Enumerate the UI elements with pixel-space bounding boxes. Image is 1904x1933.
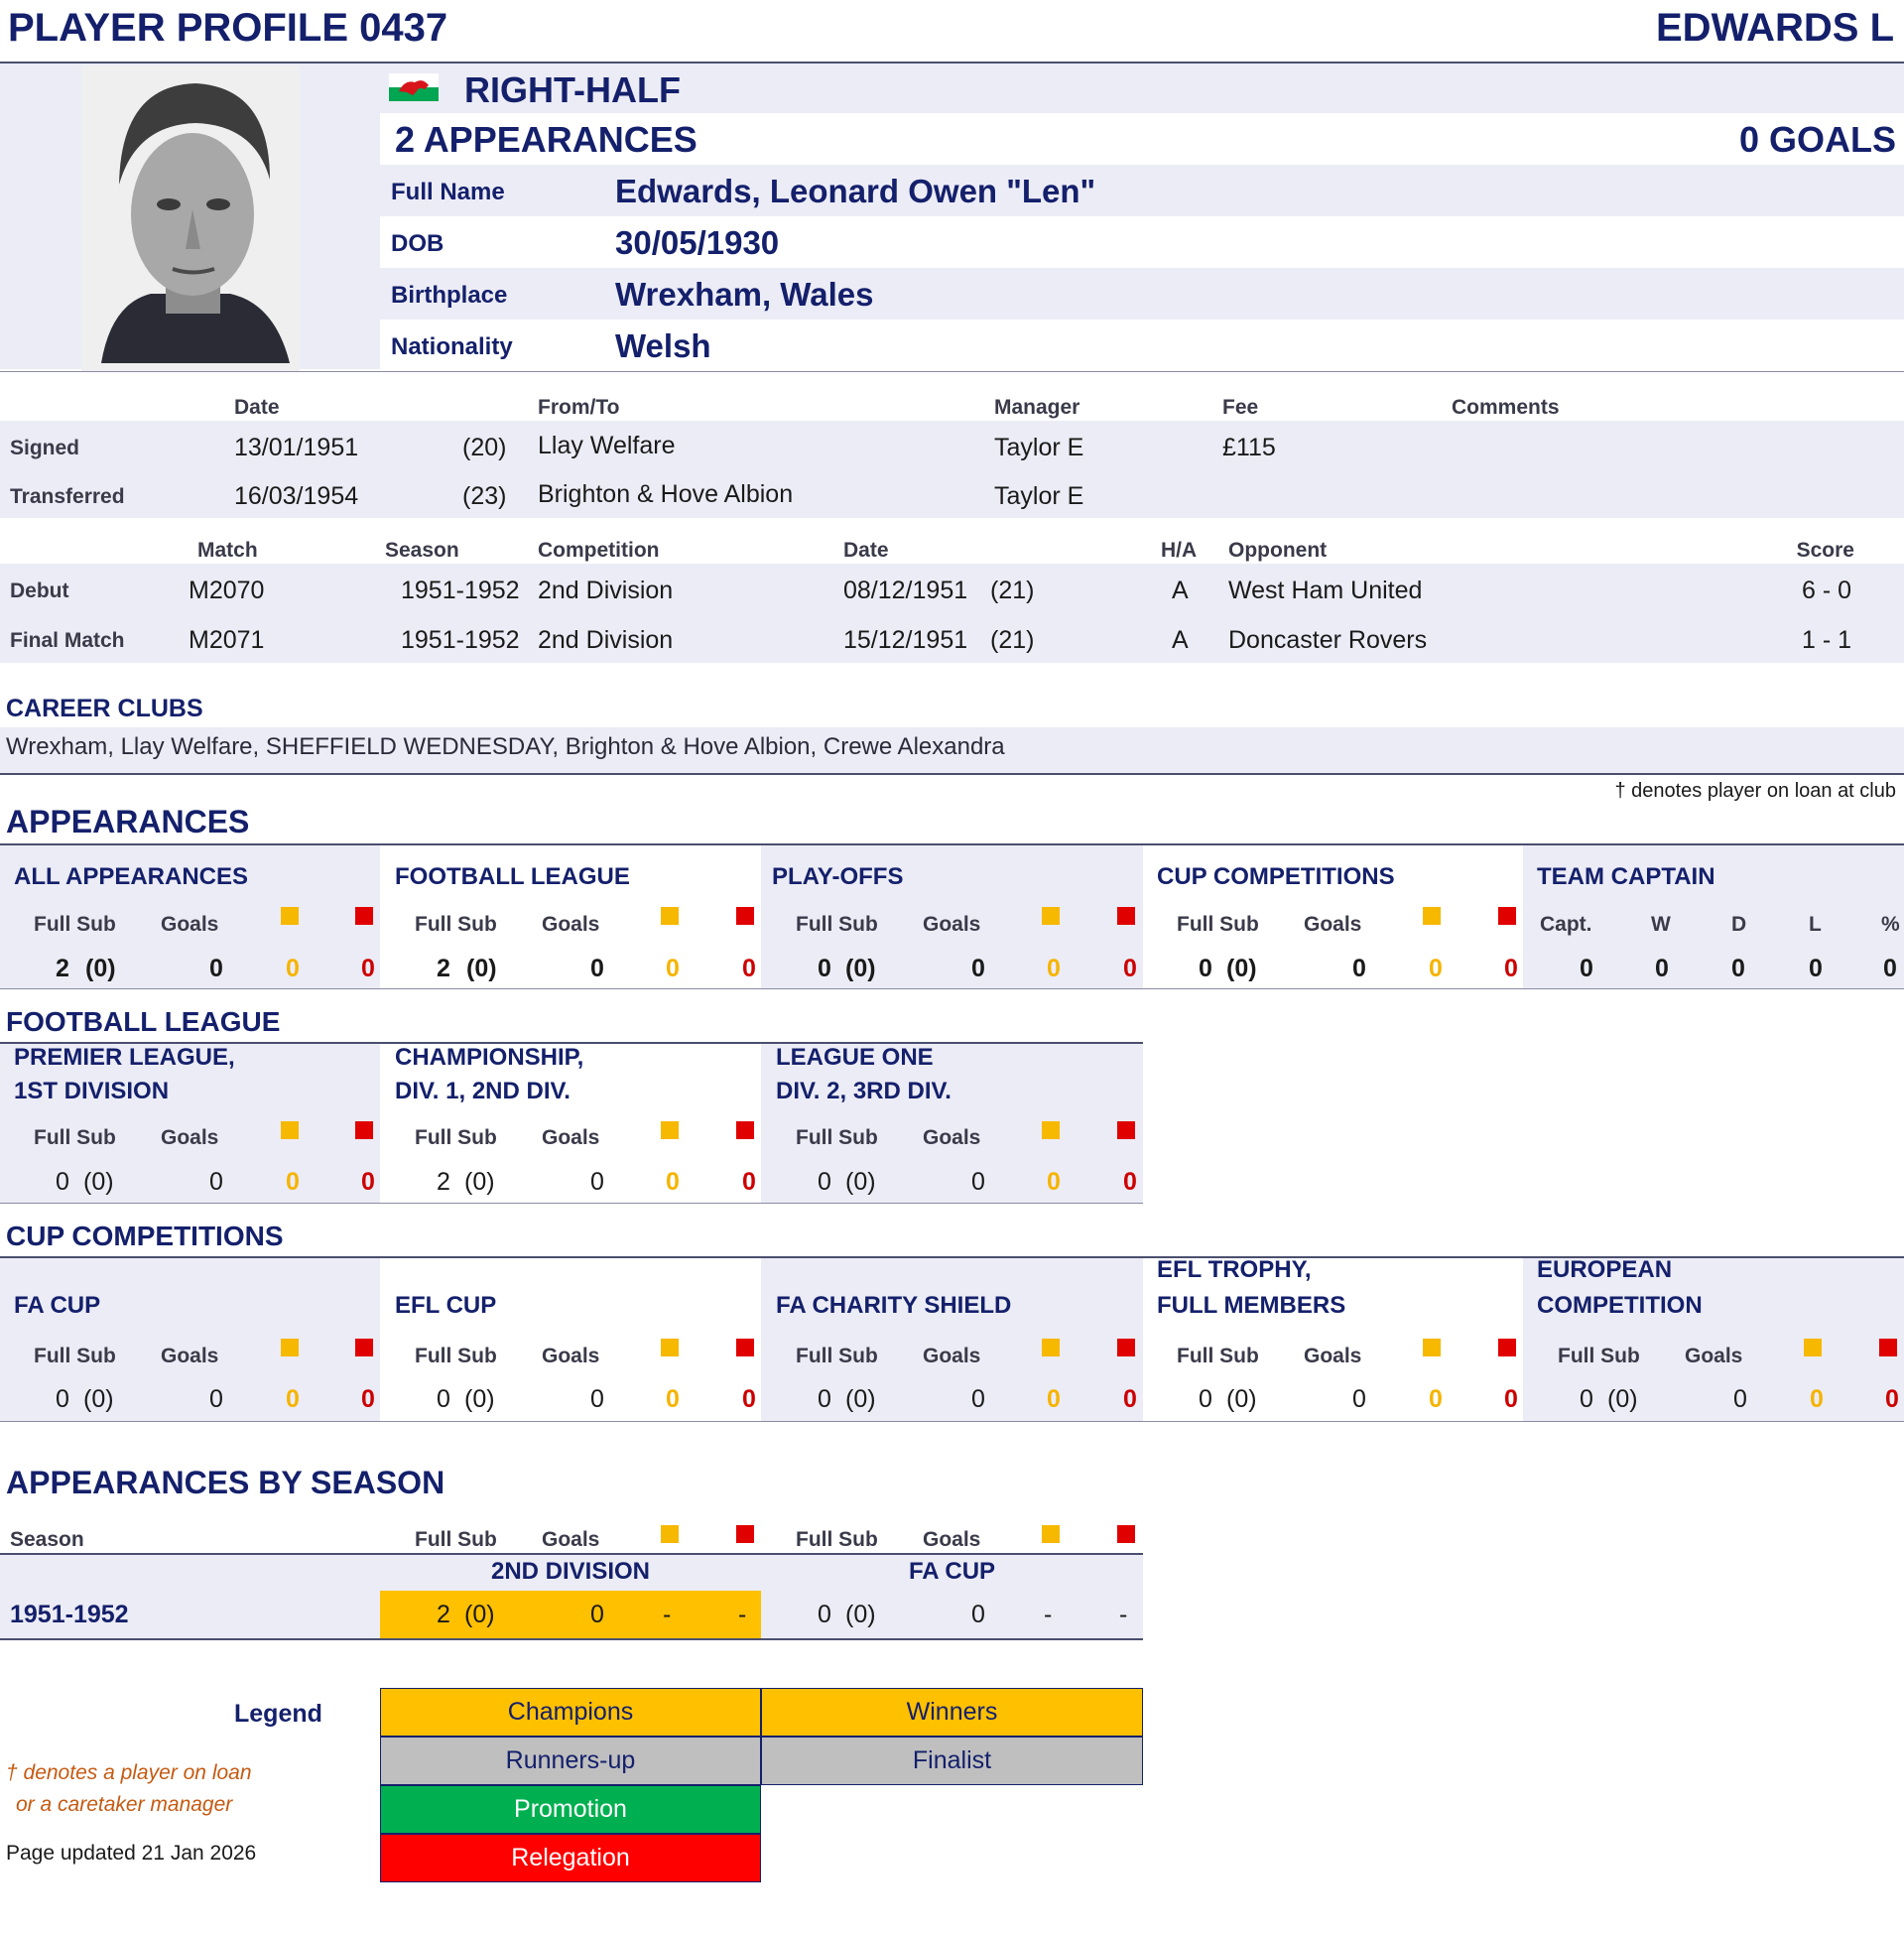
red-card-icon: [1498, 1339, 1516, 1356]
efl-cup-full: 0: [437, 1385, 450, 1413]
goals-label: Goals: [542, 1345, 600, 1367]
european-red: 0: [1885, 1385, 1899, 1413]
season-comp1-full: 2: [437, 1601, 450, 1628]
efl-cup-sub: (0): [464, 1385, 495, 1413]
cup-efl-cup-title: EFL CUP: [395, 1292, 497, 1319]
fl-full: 2: [437, 955, 450, 982]
efl-cup-red: 0: [742, 1385, 756, 1413]
row-signed-label: Signed: [10, 437, 80, 459]
season-comp1-red: -: [738, 1601, 747, 1628]
fa-cup-sub: (0): [83, 1385, 114, 1413]
fa-cup-yellow: 0: [286, 1385, 300, 1413]
charity-shield-sub: (0): [845, 1385, 876, 1413]
po-yellow: 0: [1047, 955, 1061, 982]
legend-finalist: Finalist: [761, 1737, 1143, 1785]
efl-trophy-full: 0: [1199, 1385, 1212, 1413]
european-full: 0: [1580, 1385, 1593, 1413]
fa-cup-red: 0: [361, 1385, 375, 1413]
goals-label: Goals: [161, 913, 219, 936]
signed-date: 13/01/1951: [234, 434, 359, 461]
european-goals: 0: [1733, 1385, 1747, 1413]
football-league-title: FOOTBALL LEAGUE: [6, 1006, 281, 1037]
transferred-age: (23): [462, 482, 507, 510]
final-opponent: Doncaster Rovers: [1228, 626, 1428, 654]
d-label: D: [1731, 913, 1747, 936]
col-score: Score: [1796, 539, 1854, 562]
debut-age: (21): [990, 577, 1035, 604]
legend-runners-up: Runners-up: [380, 1737, 761, 1785]
comp1-header: 2ND DIVISION: [490, 1558, 651, 1585]
goals-label: Goals: [542, 913, 600, 936]
transferred-club: Brighton & Hove Albion: [538, 480, 794, 508]
goals-label: Goals: [923, 1528, 981, 1551]
yellow-card-icon: [281, 1121, 299, 1139]
red-card-icon: [1117, 1121, 1135, 1139]
col-comments: Comments: [1452, 396, 1560, 419]
cup-european-title-1: EUROPEAN: [1537, 1256, 1673, 1283]
legend-relegation: Relegation: [380, 1834, 761, 1882]
goals-total: 0 GOALS: [1738, 119, 1896, 160]
po-red: 0: [1123, 955, 1137, 982]
label-birthplace: Birthplace: [391, 282, 508, 309]
w-value: 0: [1655, 955, 1669, 982]
final-date: 15/12/1951: [843, 626, 968, 654]
appearances-total: 2 APPEARANCES: [395, 119, 698, 160]
pct-value: 0: [1883, 955, 1897, 982]
season-comp1-goals: 0: [590, 1601, 604, 1628]
full-sub-label: Full Sub: [34, 1126, 116, 1149]
cup-red: 0: [1504, 955, 1518, 982]
season-row-label: 1951-1952: [10, 1601, 129, 1628]
efl-cup-yellow: 0: [666, 1385, 680, 1413]
debut-date: 08/12/1951: [843, 577, 968, 604]
col-competition: Competition: [538, 539, 660, 562]
label-full-name: Full Name: [391, 179, 505, 205]
goals-label: Goals: [923, 1345, 981, 1367]
goals-label: Goals: [1304, 1345, 1362, 1367]
cup-european-title-2: COMPETITION: [1537, 1292, 1703, 1319]
signed-manager: Taylor E: [994, 434, 1084, 461]
all-sub: (0): [85, 955, 116, 982]
block-cup-competitions-title: CUP COMPETITIONS: [1157, 863, 1395, 890]
premier-yellow: 0: [286, 1168, 300, 1196]
full-sub-label: Full Sub: [415, 1345, 497, 1367]
full-sub-label: Full Sub: [415, 1528, 497, 1551]
european-sub: (0): [1607, 1385, 1638, 1413]
final-score: 1 - 1: [1801, 626, 1851, 654]
fl-premier-title-2: 1ST DIVISION: [14, 1078, 170, 1104]
championship-yellow: 0: [666, 1168, 680, 1196]
red-card-icon: [736, 1339, 754, 1356]
yellow-card-icon: [661, 1121, 679, 1139]
legend-winners: Winners: [761, 1688, 1143, 1737]
red-card-icon: [355, 1121, 373, 1139]
season-comp2-red: -: [1119, 1601, 1128, 1628]
efl-trophy-red: 0: [1504, 1385, 1518, 1413]
label-nationality: Nationality: [391, 333, 513, 360]
final-ha: A: [1172, 626, 1189, 654]
cup-full: 0: [1199, 955, 1212, 982]
premier-goals: 0: [209, 1168, 223, 1196]
row-debut-label: Debut: [10, 580, 69, 602]
value-nationality: Welsh: [615, 327, 711, 364]
season-comp2-full: 0: [818, 1601, 831, 1628]
charity-shield-red: 0: [1123, 1385, 1137, 1413]
yellow-card-icon: [1423, 1339, 1441, 1356]
goals-label: Goals: [1685, 1345, 1743, 1367]
full-sub-label: Full Sub: [1558, 1345, 1640, 1367]
fl-championship-title-1: CHAMPIONSHIP,: [395, 1044, 584, 1071]
fl-premier-title-1: PREMIER LEAGUE,: [14, 1044, 235, 1071]
red-card-icon: [355, 1339, 373, 1356]
cup-sub: (0): [1226, 955, 1257, 982]
red-card-icon: [1879, 1339, 1897, 1356]
cup-fa-cup-title: FA CUP: [14, 1292, 101, 1319]
block-football-league-title: FOOTBALL LEAGUE: [395, 863, 630, 890]
debut-season: 1951-1952: [401, 577, 520, 604]
yellow-card-icon: [661, 907, 679, 925]
loan-note: † denotes player on loan at club: [1614, 780, 1896, 802]
red-card-icon: [1117, 907, 1135, 925]
charity-shield-full: 0: [818, 1385, 831, 1413]
cup-charity-shield-title: FA CHARITY SHIELD: [776, 1292, 1012, 1319]
efl-trophy-goals: 0: [1352, 1385, 1366, 1413]
col-date: Date: [234, 396, 280, 419]
all-full: 2: [56, 955, 69, 982]
final-match: M2071: [189, 626, 265, 654]
col-match: Match: [197, 539, 258, 562]
championship-sub: (0): [464, 1168, 495, 1196]
premier-red: 0: [361, 1168, 375, 1196]
col-fee: Fee: [1222, 396, 1259, 419]
row-final-label: Final Match: [10, 629, 125, 652]
fl-championship-title-2: DIV. 1, 2ND DIV.: [395, 1078, 571, 1104]
all-yellow: 0: [286, 955, 300, 982]
signed-club: Llay Welfare: [538, 432, 676, 459]
full-sub-label: Full Sub: [1177, 913, 1259, 936]
label-dob: DOB: [391, 230, 444, 257]
comp2-header: FA CUP: [908, 1558, 996, 1585]
block-all-appearances-title: ALL APPEARANCES: [14, 863, 249, 890]
cup-yellow: 0: [1429, 955, 1443, 982]
fl-red: 0: [742, 955, 756, 982]
full-sub-label: Full Sub: [796, 1528, 878, 1551]
fa-cup-goals: 0: [209, 1385, 223, 1413]
full-sub-label: Full Sub: [415, 1126, 497, 1149]
goals-label: Goals: [1304, 913, 1362, 936]
debut-score: 6 - 0: [1801, 577, 1851, 604]
yellow-card-icon: [1042, 1121, 1060, 1139]
red-card-icon: [355, 907, 373, 925]
championship-red: 0: [742, 1168, 756, 1196]
legend-promotion: Promotion: [380, 1785, 761, 1834]
full-sub-label: Full Sub: [796, 1126, 878, 1149]
charity-shield-yellow: 0: [1047, 1385, 1061, 1413]
col-match-date: Date: [843, 539, 889, 562]
wales-flag-icon: [389, 73, 439, 101]
european-yellow: 0: [1810, 1385, 1824, 1413]
pct-label: %: [1881, 913, 1900, 936]
player-photo: [81, 65, 300, 371]
capt-value: 0: [1580, 955, 1593, 982]
goals-label: Goals: [161, 1345, 219, 1367]
fl-league-one-title-2: DIV. 2, 3RD DIV.: [776, 1078, 952, 1104]
po-full: 0: [818, 955, 831, 982]
fl-league-one-title-1: LEAGUE ONE: [776, 1044, 934, 1071]
red-card-icon: [736, 1121, 754, 1139]
all-goals: 0: [209, 955, 223, 982]
red-card-icon: [1498, 907, 1516, 925]
legend-note-2: or a caretaker manager: [16, 1793, 233, 1816]
league-one-goals: 0: [971, 1168, 985, 1196]
goals-label: Goals: [923, 913, 981, 936]
signed-fee: £115: [1222, 434, 1276, 461]
value-full-name: Edwards, Leonard Owen "Len": [615, 173, 1096, 209]
col-manager: Manager: [994, 396, 1080, 419]
league-one-full: 0: [818, 1168, 831, 1196]
league-one-red: 0: [1123, 1168, 1137, 1196]
yellow-card-icon: [1042, 1339, 1060, 1356]
capt-label: Capt.: [1540, 913, 1592, 936]
season-comp2-yellow: -: [1044, 1601, 1053, 1628]
career-clubs-list: Wrexham, Llay Welfare, SHEFFIELD WEDNESDAY, Brighton & Hove Albion, Crewe Alexandra: [6, 733, 1005, 760]
player-surname: EDWARDS L: [1656, 6, 1894, 50]
full-sub-label: Full Sub: [796, 913, 878, 936]
yellow-card-icon: [661, 1339, 679, 1356]
cup-efl-trophy-title-2: FULL MEMBERS: [1157, 1292, 1346, 1319]
red-card-icon: [736, 1525, 754, 1543]
yellow-card-icon: [1042, 1525, 1060, 1543]
season-comp1-sub: (0): [464, 1601, 495, 1628]
yellow-card-icon: [661, 1525, 679, 1543]
debut-competition: 2nd Division: [538, 577, 674, 604]
final-age: (21): [990, 626, 1035, 654]
yellow-card-icon: [281, 1339, 299, 1356]
value-dob: 30/05/1930: [615, 224, 780, 261]
row-transferred-label: Transferred: [10, 485, 125, 508]
debut-opponent: West Ham United: [1228, 577, 1423, 604]
value-birthplace: Wrexham, Wales: [615, 276, 874, 313]
season-comp1-yellow: -: [663, 1601, 672, 1628]
transferred-date: 16/03/1954: [234, 482, 359, 510]
legend-note-1: † denotes a player on loan: [6, 1761, 252, 1784]
premier-full: 0: [56, 1168, 69, 1196]
charity-shield-goals: 0: [971, 1385, 985, 1413]
goals-label: Goals: [923, 1126, 981, 1149]
red-card-icon: [1117, 1525, 1135, 1543]
yellow-card-icon: [1423, 907, 1441, 925]
full-sub-label: Full Sub: [796, 1345, 878, 1367]
appearances-title: APPEARANCES: [6, 804, 250, 839]
po-goals: 0: [971, 955, 985, 982]
efl-cup-goals: 0: [590, 1385, 604, 1413]
signed-age: (20): [462, 434, 507, 461]
legend-champions: Champions: [380, 1688, 761, 1737]
player-position: RIGHT-HALF: [464, 69, 681, 110]
debut-ha: A: [1172, 577, 1189, 604]
full-sub-label: Full Sub: [1177, 1345, 1259, 1367]
col-opponent: Opponent: [1228, 539, 1328, 562]
league-one-sub: (0): [845, 1168, 876, 1196]
championship-full: 2: [437, 1168, 450, 1196]
fa-cup-full: 0: [56, 1385, 69, 1413]
all-red: 0: [361, 955, 375, 982]
final-season: 1951-1952: [401, 626, 520, 654]
yellow-card-icon: [1804, 1339, 1822, 1356]
league-one-yellow: 0: [1047, 1168, 1061, 1196]
l-label: L: [1809, 913, 1822, 936]
block-team-captain-title: TEAM CAPTAIN: [1537, 863, 1715, 890]
goals-label: Goals: [161, 1126, 219, 1149]
col-season: Season: [385, 539, 459, 562]
block-play-offs-title: PLAY-OFFS: [772, 863, 904, 890]
full-sub-label: Full Sub: [34, 1345, 116, 1367]
season-comp2-sub: (0): [845, 1601, 876, 1628]
season-comp2-goals: 0: [971, 1601, 985, 1628]
premier-sub: (0): [83, 1168, 114, 1196]
fl-goals: 0: [590, 955, 604, 982]
yellow-card-icon: [281, 907, 299, 925]
career-clubs-title: CAREER CLUBS: [6, 695, 203, 722]
page-updated: Page updated 21 Jan 2026: [6, 1842, 257, 1865]
red-card-icon: [736, 907, 754, 925]
debut-match: M2070: [189, 577, 265, 604]
red-card-icon: [1117, 1339, 1135, 1356]
efl-trophy-sub: (0): [1226, 1385, 1257, 1413]
by-season-title: APPEARANCES BY SEASON: [6, 1465, 445, 1500]
goals-label: Goals: [542, 1126, 600, 1149]
final-competition: 2nd Division: [538, 626, 674, 654]
po-sub: (0): [845, 955, 876, 982]
cup-competitions-title: CUP COMPETITIONS: [6, 1221, 284, 1251]
efl-trophy-yellow: 0: [1429, 1385, 1443, 1413]
full-sub-label: Full Sub: [34, 913, 116, 936]
transferred-manager: Taylor E: [994, 482, 1084, 510]
cup-goals: 0: [1352, 955, 1366, 982]
fl-yellow: 0: [666, 955, 680, 982]
championship-goals: 0: [590, 1168, 604, 1196]
legend-title: Legend: [234, 1700, 322, 1728]
l-value: 0: [1809, 955, 1823, 982]
full-sub-label: Full Sub: [415, 913, 497, 936]
fl-sub: (0): [466, 955, 497, 982]
goals-label: Goals: [542, 1528, 600, 1551]
yellow-card-icon: [1042, 907, 1060, 925]
col-ha: H/A: [1161, 539, 1198, 562]
col-from-to: From/To: [538, 396, 620, 419]
w-label: W: [1651, 913, 1671, 936]
page-title: PLAYER PROFILE 0437: [8, 6, 448, 50]
cup-efl-trophy-title-1: EFL TROPHY,: [1157, 1256, 1312, 1283]
season-label: Season: [10, 1528, 84, 1551]
d-value: 0: [1731, 955, 1745, 982]
